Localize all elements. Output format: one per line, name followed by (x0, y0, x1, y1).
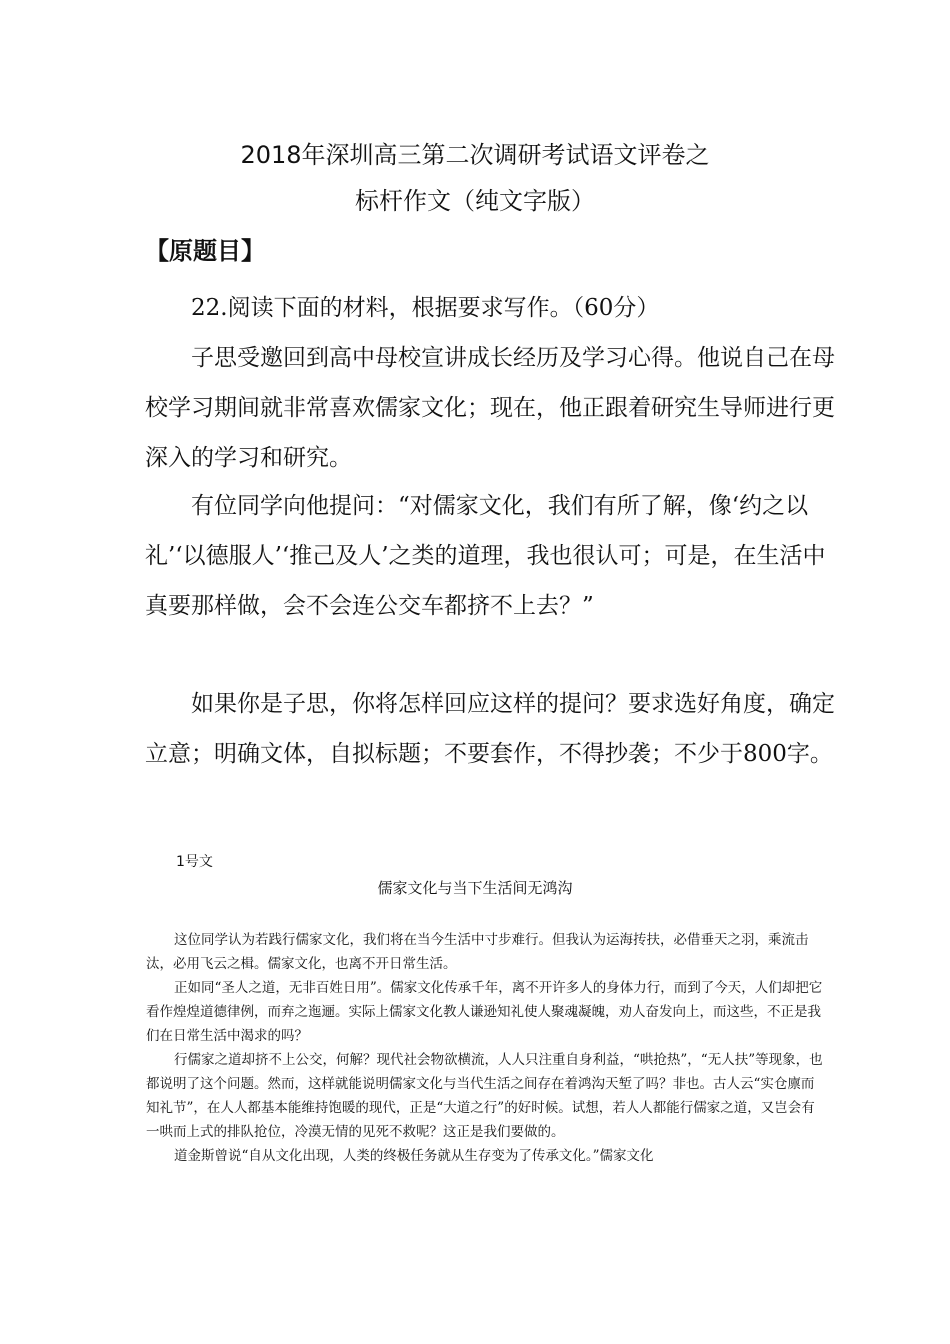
prompt-paragraph-1: 22.阅读下面的材料，根据要求写作。（60分） (191, 295, 660, 321)
essay-body (146, 928, 826, 1168)
section-heading: 【原题目】 (145, 237, 265, 265)
prompt-paragraph-2: 子思受邀回到高中母校宣讲成长经历及学习心得。他说自己在母校学习期间就非常喜欢儒家文化；现在，他正跟着研究生导师进行更深入的学习和研究。 (145, 345, 835, 471)
essay-number-label: 1号文 (176, 854, 213, 870)
essay-paragraph-2: 正如同“圣人之道，无非百姓日用”。儒家文化传承千年，离不开许多人的身体力行，而到了今天，人们却把它看作煌煌道德律例，而弃之迤逦。实际上儒家文化教人谦逊知礼使人聚魂凝魄，劝人奋发向上，而这些，不正是我们在日常生活中渴求的吗？ (146, 980, 823, 1044)
essay-paragraph-1: 这位同学认为若践行儒家文化，我们将在当今生活中寸步难行。但我认为运海抟扶，必借垂天之羽，乘流击汰，必用飞云之楫。儒家文化，也离不开日常生活。 (146, 932, 809, 972)
essay-title: 儒家文化与当下生活间无鸿沟 (377, 879, 573, 897)
essay-paragraph-4: 道金斯曾说“自从文化出现，人类的终极任务就从生存变为了传承文化。”儒家文化 (174, 1148, 654, 1164)
prompt-paragraph-4: 如果你是子思，你将怎样回应这样的提问？要求选好角度，确定立意；明确文体，自拟标题；不要套作，不得抄袭；不少于800字。 (145, 691, 835, 767)
essay-paragraph-3: 行儒家之道却挤不上公交，何解？现代社会物欲横流，人人只注重自身利益，“哄抢热”，“无人扶”等现象，也都说明了这个问题。然而，这样就能说明儒家文化与当代生活之间存在着鸿沟天堑了吗？非也。古人云“实仓廪而知礼节”，在人人都基本能维持饱暖的现代，正是“大道之行”的好时候。试想，若人人都能行儒家之道，又岂会有一哄而上式的排队抢位，冷漠无情的见死不救呢？这正是我们要做的。 (146, 1052, 823, 1140)
prompt-paragraph-3: 有位同学向他提问：“对儒家文化，我们有所了解，像‘约之以礼’‘以德服人’‘推己及人’之类的道理，我也很认可；可是，在生活中真要那样做，会不会连公交车都挤不上去？” (145, 493, 826, 619)
document-title-line-1: 2018年深圳高三第二次调研考试语文评卷之 (240, 141, 710, 169)
document-title-line-2: 标杆作文（纯文字版） (355, 187, 595, 215)
